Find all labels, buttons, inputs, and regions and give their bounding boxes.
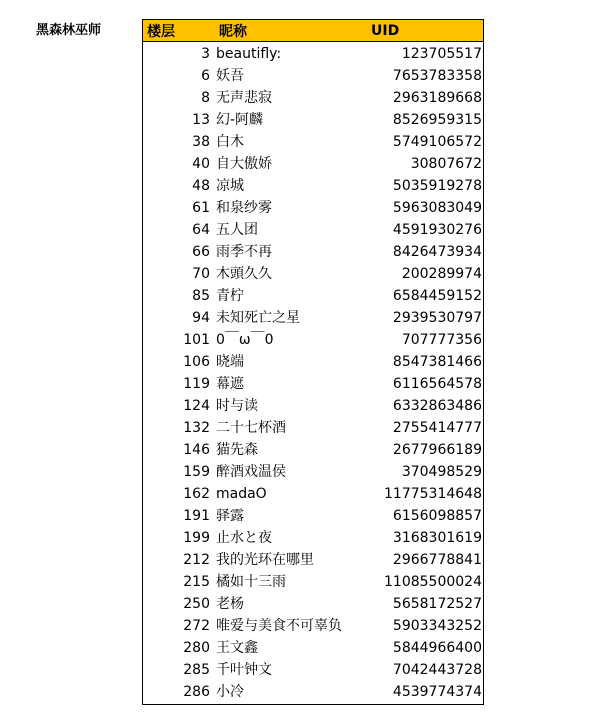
cell-floor: 212 (183, 552, 210, 568)
cell-uid: 2963189668 (392, 90, 482, 106)
cell-nickname: 自大傲娇 (216, 156, 272, 172)
cell-nickname: 驿露 (216, 508, 244, 524)
table-row (143, 527, 483, 549)
cell-floor: 70 (192, 266, 210, 282)
cell-nickname: 妖吾 (216, 68, 244, 84)
cell-floor: 250 (183, 596, 210, 612)
cell-nickname: 小冷 (216, 684, 244, 700)
cell-uid: 30807672 (410, 156, 482, 172)
cell-floor: 85 (192, 288, 210, 304)
table-row (143, 329, 483, 351)
table-row (143, 461, 483, 483)
table-row (143, 505, 483, 527)
cell-floor: 199 (183, 530, 210, 546)
cell-nickname: 雨季不再 (216, 244, 272, 260)
header-nickname: 昵称 (219, 23, 247, 40)
table-row (143, 153, 483, 175)
cell-floor: 64 (192, 222, 210, 238)
cell-nickname: 青柠 (216, 288, 244, 304)
cell-floor: 280 (183, 640, 210, 656)
cell-nickname: 时与读 (216, 398, 258, 414)
cell-uid: 5844966400 (392, 640, 482, 656)
table-body (143, 42, 483, 703)
table-row (143, 571, 483, 593)
cell-uid: 8426473934 (392, 244, 482, 260)
cell-nickname: 未知死亡之星 (216, 310, 300, 326)
cell-uid: 5749106572 (392, 134, 482, 150)
cell-uid: 6332863486 (392, 398, 482, 414)
table-row (143, 395, 483, 417)
table-header (143, 20, 483, 42)
cell-nickname: beautifly: (216, 46, 282, 62)
cell-floor: 124 (183, 398, 210, 414)
cell-nickname: 幻-阿麟 (216, 112, 264, 128)
cell-floor: 38 (192, 134, 210, 150)
cell-floor: 66 (192, 244, 210, 260)
cell-uid: 7653783358 (392, 68, 482, 84)
cell-nickname: 止水と夜 (216, 530, 272, 546)
cell-floor: 132 (183, 420, 210, 436)
cell-floor: 94 (192, 310, 210, 326)
cell-floor: 6 (201, 68, 210, 84)
table-row (143, 417, 483, 439)
table-row (143, 483, 483, 505)
cell-uid: 6116564578 (392, 376, 482, 392)
cell-nickname: 晓端 (216, 354, 244, 370)
table-row (143, 593, 483, 615)
cell-nickname: 猫先森 (216, 442, 258, 458)
cell-nickname: 和泉纱雾 (216, 200, 272, 216)
cell-nickname: 醉酒戏温侯 (216, 464, 286, 480)
cell-uid: 2939530797 (392, 310, 482, 326)
cell-floor: 48 (192, 178, 210, 194)
cell-nickname: 千叶钟文 (216, 662, 272, 678)
cell-uid: 5963083049 (392, 200, 482, 216)
cell-floor: 215 (183, 574, 210, 590)
header-uid: UID (371, 22, 400, 39)
table-row (143, 615, 483, 637)
table-row (143, 87, 483, 109)
winners-table (142, 19, 484, 705)
table-row (143, 681, 483, 703)
cell-nickname: 我的光环在哪里 (216, 552, 314, 568)
cell-uid: 123705517 (401, 46, 482, 62)
cell-floor: 191 (183, 508, 210, 524)
cell-nickname: 白木 (216, 134, 244, 150)
table-row (143, 131, 483, 153)
table-row (143, 241, 483, 263)
cell-nickname: 橘如十三雨 (216, 574, 286, 590)
cell-uid: 8547381466 (392, 354, 482, 370)
table-row (143, 197, 483, 219)
cell-floor: 106 (183, 354, 210, 370)
cell-nickname: 凉城 (216, 178, 244, 194)
header-floor: 楼层 (147, 23, 175, 40)
cell-nickname: 0￣ω￣0 (216, 332, 274, 348)
cell-nickname: 木頭久久 (216, 266, 272, 282)
cell-floor: 159 (183, 464, 210, 480)
table-row (143, 373, 483, 395)
table-row (143, 351, 483, 373)
cell-uid: 11775314648 (384, 486, 482, 502)
cell-floor: 119 (183, 376, 210, 392)
cell-floor: 286 (183, 684, 210, 700)
table-row (143, 307, 483, 329)
table-row (143, 659, 483, 681)
cell-uid: 2677966189 (392, 442, 482, 458)
table-row (143, 285, 483, 307)
cell-nickname: 五人团 (216, 222, 258, 238)
table-row (143, 637, 483, 659)
table-row (143, 109, 483, 131)
cell-uid: 8526959315 (392, 112, 482, 128)
cell-nickname: 老杨 (216, 596, 244, 612)
table-row (143, 65, 483, 87)
cell-uid: 5903343252 (392, 618, 482, 634)
table-row (143, 439, 483, 461)
cell-nickname: 二十七杯酒 (216, 420, 286, 436)
cell-floor: 13 (192, 112, 210, 128)
cell-uid: 5658172527 (392, 596, 482, 612)
cell-uid: 370498529 (401, 464, 482, 480)
cell-floor: 285 (183, 662, 210, 678)
table-row (143, 175, 483, 197)
table-row (143, 549, 483, 571)
cell-floor: 3 (201, 46, 210, 62)
cell-uid: 7042443728 (392, 662, 482, 678)
cell-floor: 61 (192, 200, 210, 216)
cell-nickname: 王文鑫 (216, 640, 258, 656)
cell-nickname: 无声悲寂 (216, 90, 272, 106)
cell-uid: 2755414777 (392, 420, 482, 436)
cell-floor: 162 (183, 486, 210, 502)
cell-uid: 2966778841 (392, 552, 482, 568)
cell-uid: 4539774374 (392, 684, 482, 700)
cell-floor: 40 (192, 156, 210, 172)
cell-uid: 5035919278 (392, 178, 482, 194)
cell-floor: 272 (183, 618, 210, 634)
cell-nickname: madaO (216, 486, 267, 502)
cell-uid: 707777356 (401, 332, 482, 348)
cell-floor: 101 (183, 332, 210, 348)
cell-floor: 146 (183, 442, 210, 458)
cell-nickname: 唯爱与美食不可辜负 (216, 618, 342, 634)
cell-nickname: 幕遮 (216, 376, 244, 392)
cell-uid: 4591930276 (392, 222, 482, 238)
cell-uid: 6156098857 (392, 508, 482, 524)
sheet-title: 黑森林巫师 (36, 23, 102, 38)
cell-uid: 6584459152 (392, 288, 482, 304)
cell-uid: 3168301619 (392, 530, 482, 546)
cell-uid: 200289974 (401, 266, 482, 282)
cell-uid: 11085500024 (384, 574, 482, 590)
table-row (143, 263, 483, 285)
cell-floor: 8 (201, 90, 210, 106)
table-row (143, 219, 483, 241)
table-row (143, 43, 483, 65)
